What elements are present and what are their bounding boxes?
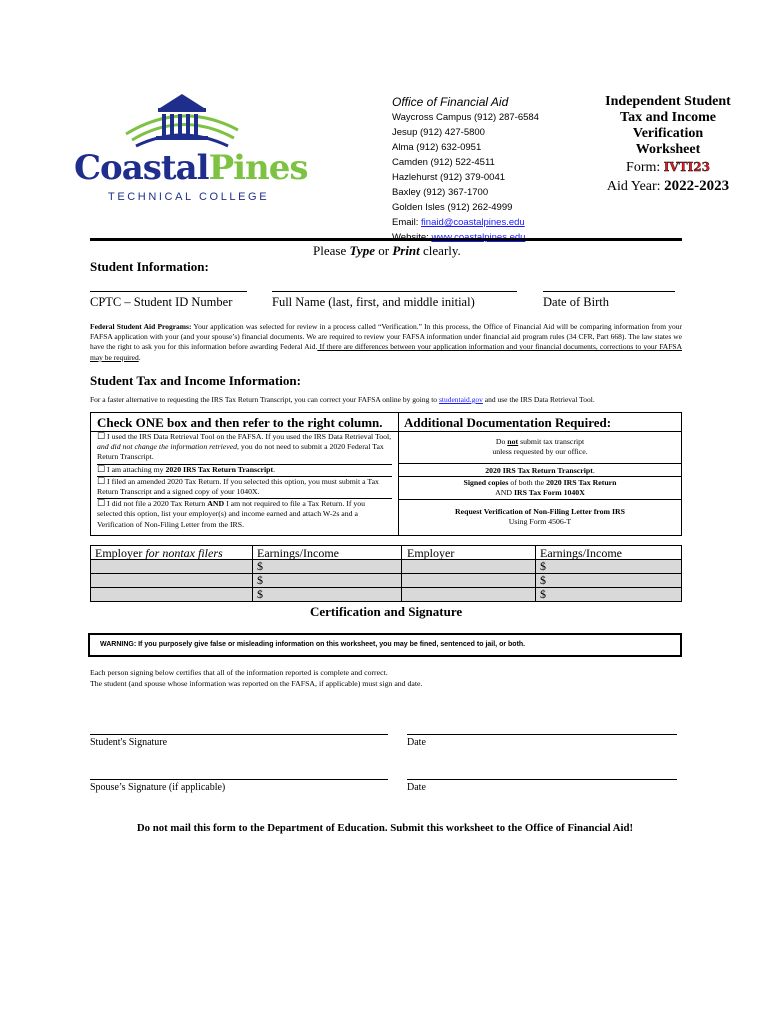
spouse-signature-line[interactable] [90,779,388,780]
fsa-paragraph: Federal Student Aid Programs: Your application was selected for review in a process called “Verification.” In this process, the Office of Financial Aid will be comparing information from your FAFSA application with your (and your spouse’s) financial documents. We are required to review your FAFSA information under financial aid program rules (34 CFR, Part 668). The law states we have the right to ask you for this information before awarding Federal Aid. If there are differences between your application information and your financial documents, corrections to your FAFSA may be required. [90,322,682,362]
date2-line[interactable] [407,779,677,780]
tax-info-heading: Student Tax and Income Information: [90,373,301,388]
checkbox-icon[interactable]: ☐ [97,476,106,487]
logo-subtitle: TECHNICAL COLLEGE [108,191,270,203]
earnings-cell[interactable]: $ [257,559,263,573]
dob-label: Date of Birth [543,295,609,309]
student-info-heading: Student Information: [90,259,209,274]
right-nonfiling: Request Verification of Non-Filing Letter from IRS Using Form 4506-T [455,507,625,527]
office-info [392,94,539,245]
office-title: Office of Financial Aid [392,95,509,109]
logo-name-pines: Pines [208,148,308,188]
spouse-signature-label: Spouse’s Signature (if applicable) [90,782,226,793]
options-table [90,412,682,536]
office-line-6: Golden Isles (912) 262-4999 [392,202,513,213]
form-title-line-3: Worksheet [635,142,701,157]
earnings2-col-header: Earnings/Income [540,546,622,560]
email-link[interactable]: finaid@coastalpines.edu [421,217,525,228]
full-name-label: Full Name (last, first, and middle initial) [272,295,475,309]
form-code: IVTI23 [663,160,710,174]
checkbox-icon[interactable]: ☐ [97,464,106,475]
option-transcript[interactable]: ☐ I am attaching my 2020 IRS Tax Return Transcript. [97,465,392,477]
warning-box [88,633,682,657]
student-signature-line[interactable] [90,734,388,735]
office-line-5: Baxley (912) 367-1700 [392,187,489,198]
option-amended[interactable]: ☐ I filed an amended 2020 Tax Return. If you selected this option, you must submit a Tax Return Transcript and a signed copy of your 1040X. [97,477,392,499]
right-no-transcript: Do not submit tax transcript unless requested by our office. [492,437,588,457]
options-right-header: Additional Documentation Required: [404,415,612,430]
student-id-label: CPTC – Student ID Number [90,295,233,309]
checkbox-icon[interactable]: ☐ [97,432,106,442]
date1-label: Date [407,737,426,748]
checkbox-icon[interactable]: ☐ [97,499,106,510]
studentaid-link[interactable]: studentaid.gov [438,395,483,404]
warning-text: WARNING: If you purposely give false or misleading information on this worksheet, you may be fined, sentenced to jail, or both. [100,641,526,648]
employer-row-1[interactable] [92,560,250,572]
earnings-cell[interactable]: $ [257,573,263,587]
cert-text-1: Each person signing below certifies that all of the information reported is complete and correct. [90,668,388,677]
form-code-label: Form: [626,160,664,175]
dob-field[interactable] [543,291,675,292]
option-nonfiler[interactable]: ☐ I did not file a 2020 Tax Return AND I am not required to file a Tax Return. If you selected this option, list your employer(s) and income earned and attach W-2s and a Verification of Non-Filing Letter from the IRS. [97,499,366,529]
right-amended: Signed copies of both the 2020 IRS Tax Return AND IRS Tax Form 1040X [463,478,617,498]
earnings-cell[interactable]: $ [257,587,263,601]
office-line-0: Waycross Campus (912) 287-6584 [392,112,539,123]
footer-note: Do not mail this form to the Department of Education. Submit this worksheet to the Office of Financial Aid! [136,822,634,834]
form-header [588,94,748,195]
form-title-line-1: Tax and Income [620,110,716,125]
employer2-col-header: Employer [407,546,455,560]
office-line-1: Jesup (912) 427-5800 [392,127,485,138]
cert-text-2: The student (and spouse whose information was reported on the FAFSA, if applicable) must sign and date. [90,679,423,688]
earnings-col-header: Earnings/Income [257,546,339,560]
college-logo [70,90,308,210]
tax-info-note: For a faster alternative to requesting the IRS Tax Return Transcript, you can correct your FAFSA online by going to studentaid.gov and use the IRS Data Retrieval Tool. [90,395,595,404]
earnings2-cell[interactable]: $ [540,587,546,601]
right-transcript: 2020 IRS Tax Return Transcript. [485,466,595,475]
aid-year-label: Aid Year: [606,179,665,194]
employer-table [90,545,682,602]
print-instruction: Please Type or Print clearly. [313,243,461,258]
earnings2-cell[interactable]: $ [540,573,546,587]
date2-label: Date [407,782,426,793]
office-line-2: Alma (912) 632-0951 [392,142,482,153]
earnings2-cell[interactable]: $ [540,559,546,573]
office-line-3: Camden (912) 522-4511 [392,157,495,168]
logo-name-coastal: Coastal [74,148,209,188]
full-name-field[interactable] [272,291,517,292]
office-line-4: Hazlehurst (912) 379-0041 [392,172,506,183]
date1-line[interactable] [407,734,677,735]
option-drt[interactable]: ☐ I used the IRS Data Retrieval Tool on the FAFSA. If you used the IRS Data Retrieval Tool, and did not change the information retrieved, you do not need to submit a 2020 Federal Tax Return Transcript. [97,432,392,465]
form-title-line-0: Independent Student [605,94,731,109]
options-left-header: Check ONE box and then refer to the right column. [97,415,383,430]
email-label: Email: [392,217,422,228]
employer-col-header: Employer for nontax filers [95,546,223,560]
certification-heading: Certification and Signature [310,604,463,619]
form-title-line-2: Verification [632,126,704,141]
columns-icon [122,90,242,152]
student-signature-label: Student's Signature [90,737,168,748]
header-divider [90,238,682,241]
student-id-field[interactable] [90,291,247,292]
aid-year: 2022-2023 [664,178,730,194]
